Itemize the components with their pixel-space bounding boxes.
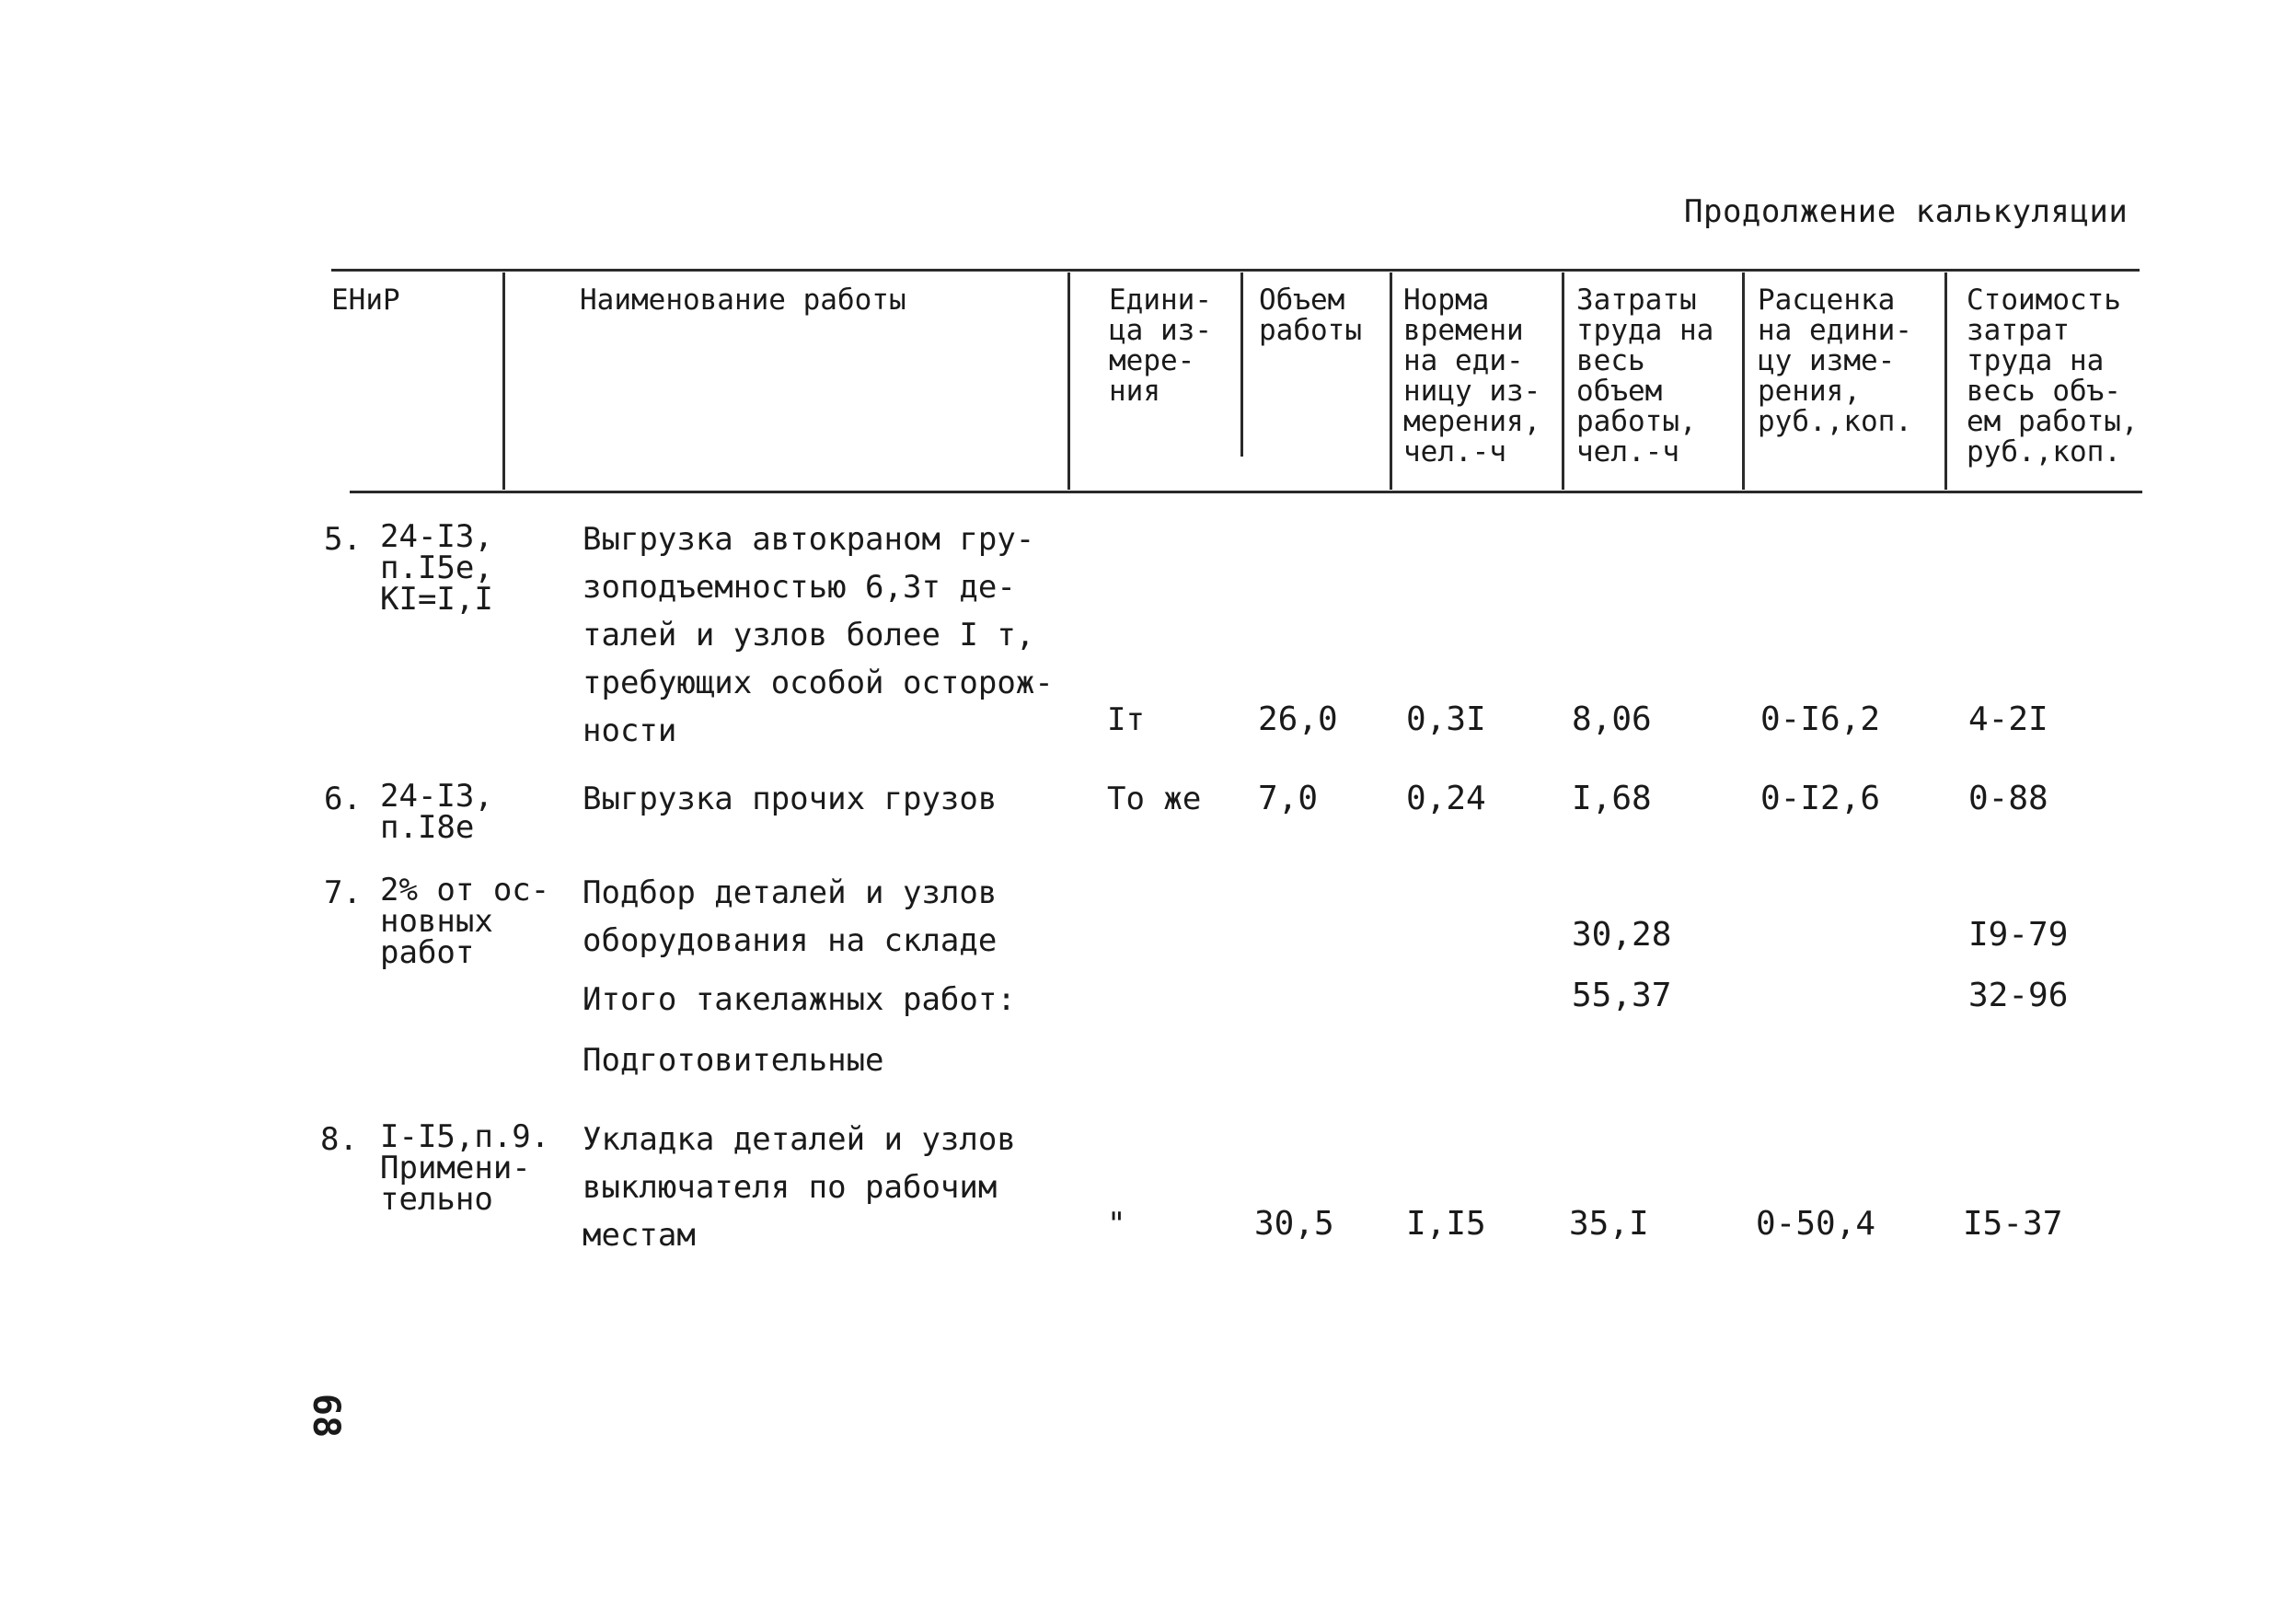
row-labor: 8,06 [1572, 700, 1652, 738]
row-enir-reference: I-I5,п.9. Примени- тельно [380, 1118, 550, 1218]
row-number: 8. [320, 1121, 358, 1158]
row-norm: I,I5 [1406, 1205, 1486, 1243]
row-labor: 35,I [1569, 1205, 1649, 1243]
row-rate: 0-50,4 [1756, 1205, 1876, 1243]
row-labor: 30,28 [1572, 916, 1672, 954]
row-cost: I5-37 [1963, 1205, 2063, 1243]
row-unit: Iт [1107, 701, 1145, 738]
row-cost: 4-2I [1968, 700, 2048, 738]
column-divider [1562, 272, 1564, 490]
header-norm: Норма времени на еди- ницу из- мерения, чел.-ч [1403, 284, 1541, 469]
row-rate: 0-I6,2 [1760, 700, 1881, 738]
row-work-name: Выгрузка прочих грузов [583, 781, 998, 817]
page-number: 68 [305, 1393, 348, 1439]
header-work-name: Наименование работы [580, 284, 906, 317]
header-unit: Едини- ца из- мере- ния [1109, 284, 1212, 408]
row-work-name: Укладка деталей и узлов выключателя по рабочим местам [583, 1121, 1016, 1254]
header-cost: Стоимость затрат труда на весь объ- ем работы, руб.,коп. [1967, 284, 2139, 469]
row-cost: 0-88 [1968, 780, 2048, 817]
table-header-rule [350, 491, 2142, 493]
row-rate: 0-I2,6 [1760, 780, 1881, 817]
table-top-rule [331, 269, 2140, 272]
row-number: 5. [324, 521, 362, 558]
header-rate: Расценка на едини- цу изме- рения, руб.,коп. [1758, 284, 1912, 438]
row-work-name: Выгрузка автокраном гру- зоподъемностью 6,3т де- талей и узлов более I т, требующих особой осторож- ности [583, 521, 1054, 749]
subtotal-labor: 55,37 [1572, 977, 1672, 1014]
header-labor: Затраты труда на весь объем работы, чел.-ч [1576, 284, 1714, 469]
column-divider [502, 272, 505, 490]
row-enir-reference: 24-I3, п.I8е [380, 778, 493, 846]
row-norm: 0,3I [1406, 700, 1486, 738]
row-volume: 26,0 [1258, 700, 1338, 738]
section-heading: Подготовительные [583, 1042, 884, 1079]
row-enir-reference: 24-I3, п.I5е, KI=I,I [380, 518, 493, 618]
column-divider [1390, 272, 1392, 490]
header-enir: ЕНиР [331, 284, 400, 317]
row-volume: 30,5 [1254, 1205, 1334, 1243]
row-number: 7. [324, 874, 362, 911]
continuation-caption: Продолжение калькуляции [1684, 193, 2129, 230]
row-norm: 0,24 [1406, 780, 1486, 817]
header-volume: Объем работы [1259, 284, 1362, 347]
row-volume: 7,0 [1258, 780, 1319, 817]
column-divider [1944, 272, 1947, 490]
row-enir-reference: 2% от ос- новных работ [380, 872, 550, 971]
column-divider [1742, 272, 1745, 490]
row-number: 6. [324, 781, 362, 817]
row-work-name: Подбор деталей и узлов оборудования на складе [583, 874, 998, 959]
row-labor: I,68 [1572, 780, 1652, 817]
subtotal-cost: 32-96 [1968, 977, 2069, 1014]
subtotal-label: Итого такелажных работ: [583, 981, 1016, 1018]
column-divider [1067, 272, 1070, 490]
row-cost: I9-79 [1968, 916, 2069, 954]
row-unit: " [1107, 1206, 1126, 1243]
column-divider [1240, 272, 1243, 457]
row-unit: То же [1107, 781, 1202, 817]
